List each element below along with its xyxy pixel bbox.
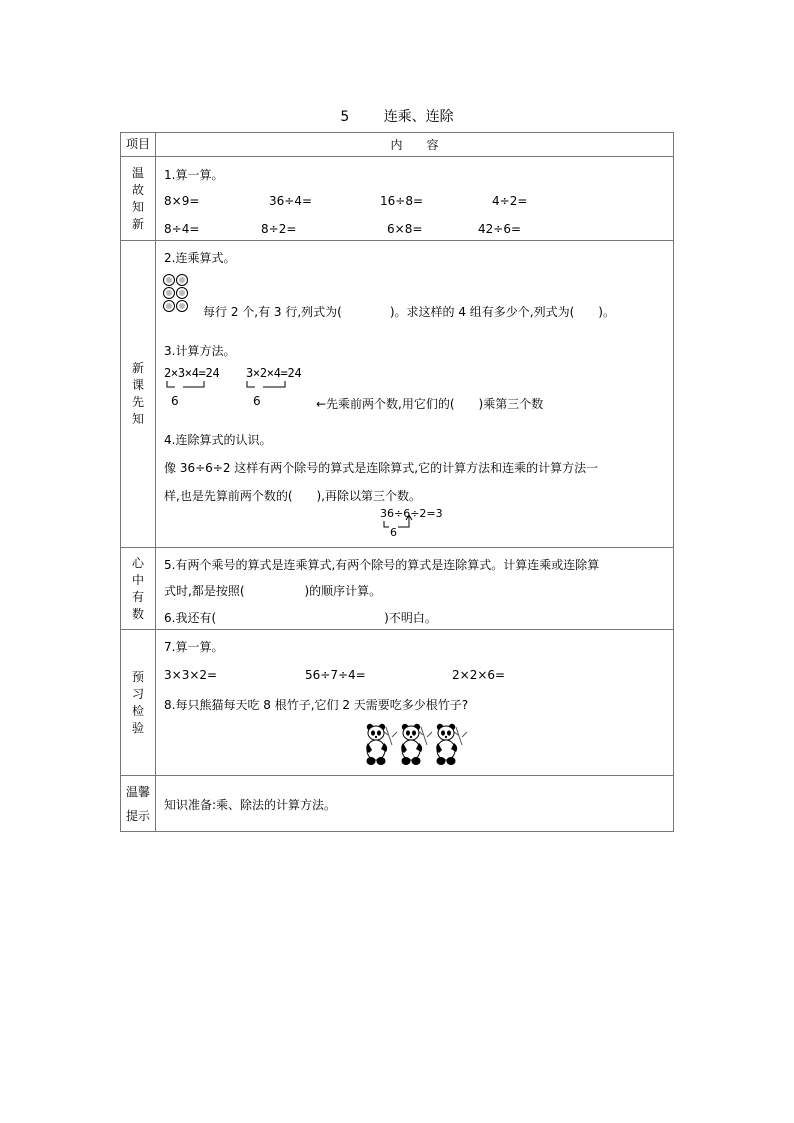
new-lesson-label-char: 新 — [131, 361, 144, 375]
division-expr: 36÷6÷2=3 — [380, 507, 443, 520]
tip-label-line: 温馨 — [125, 784, 150, 799]
q7-problem: 2×2×6= — [452, 668, 506, 682]
check-label-char: 预 — [131, 669, 144, 684]
q7-heading: 7.算一算。 — [164, 640, 224, 654]
page-title — [0, 106, 794, 126]
lesson-title: 连乘、连除 — [383, 109, 454, 125]
review-problem: 8÷2= — [261, 222, 297, 236]
sub-result-2: 6 — [253, 394, 261, 408]
sub-result-1: 6 — [171, 394, 179, 408]
review-problem: 6×8= — [387, 222, 423, 236]
summary-content — [156, 548, 674, 630]
review-label — [121, 157, 156, 241]
tip-label-line: 提示 — [125, 808, 150, 823]
review-content — [156, 157, 674, 241]
lesson-table — [120, 132, 674, 832]
new-lesson-label-char: 知 — [131, 412, 144, 426]
tip-content — [156, 776, 674, 832]
header-content: 内 容 — [390, 138, 439, 152]
summary-line-2: 式时,都是按照( )的顺序计算。 — [164, 584, 382, 598]
summary-label — [121, 548, 156, 630]
division-sub-result: 6 — [390, 526, 397, 539]
header-content-cell — [156, 133, 674, 157]
q4-line-1: 像 36÷6÷2 这样有两个除号的算式是连除算式,它的计算方法和连乘的计算方法一 — [164, 461, 599, 475]
check-label — [121, 630, 156, 776]
tip-label — [121, 776, 156, 832]
review-label-char: 新 — [131, 216, 144, 231]
q4-heading: 4.连除算式的认识。 — [164, 433, 272, 447]
q4-line-2: 样,也是先算前两个数的( ),再除以第三个数。 — [164, 489, 421, 503]
summary-line-1: 5.有两个乘号的算式是连乘算式,有两个除号的算式是连除算式。计算连乘或连除算 — [164, 558, 600, 572]
review-problem: 42÷6= — [478, 222, 522, 236]
expr-1: 2×3×4=24 — [164, 366, 220, 380]
panda-group-illustration — [364, 722, 474, 768]
new-lesson-label — [121, 241, 156, 548]
q3-heading: 3.计算方法。 — [164, 344, 236, 358]
review-problem: 4÷2= — [492, 194, 528, 208]
q7-problem: 56÷7÷4= — [305, 668, 366, 682]
new-lesson-label-char: 先 — [131, 395, 144, 409]
check-label-char: 验 — [131, 720, 144, 735]
summary-label-char: 心 — [131, 555, 144, 570]
check-label-char: 检 — [131, 703, 144, 718]
new-lesson-content — [156, 241, 674, 548]
lesson-number: 5 — [340, 109, 350, 125]
expr-2: 3×2×4=24 — [246, 366, 302, 380]
check-content — [156, 630, 674, 776]
q8-text: 8.每只熊猫每天吃 8 根竹子,它们 2 天需要吃多少根竹子? — [164, 698, 469, 712]
summary-label-char: 有 — [131, 589, 144, 604]
review-problem: 16÷8= — [380, 194, 424, 208]
arrow-note: ←先乘前两个数,用它们的( )乘第三个数 — [316, 397, 544, 411]
review-problem: 8÷4= — [164, 222, 200, 236]
review-label-char: 温 — [131, 165, 144, 180]
tip-text: 知识准备:乘、除法的计算方法。 — [164, 798, 337, 812]
summary-label-char: 数 — [131, 606, 144, 621]
header-item-cell — [121, 133, 156, 157]
summary-line-3: 6.我还有( )不明白。 — [164, 611, 437, 625]
division-bracket — [156, 241, 476, 548]
q7-problem: 3×3×2= — [164, 668, 218, 682]
review-heading: 1.算一算。 — [164, 168, 224, 182]
review-problem: 36÷4= — [269, 194, 313, 208]
review-problem: 8×9= — [164, 194, 200, 208]
review-label-char: 故 — [131, 182, 144, 197]
new-lesson-label-char: 课 — [131, 378, 144, 392]
check-label-char: 习 — [131, 686, 144, 701]
q2-text: 每行 2 个,有 3 行,列式为( )。求这样的 4 组有多少个,列式为( )。 — [203, 305, 615, 319]
summary-label-char: 中 — [131, 572, 144, 587]
header-item: 项目 — [125, 137, 150, 151]
review-label-char: 知 — [131, 199, 144, 214]
q2-heading: 2.连乘算式。 — [164, 251, 236, 265]
